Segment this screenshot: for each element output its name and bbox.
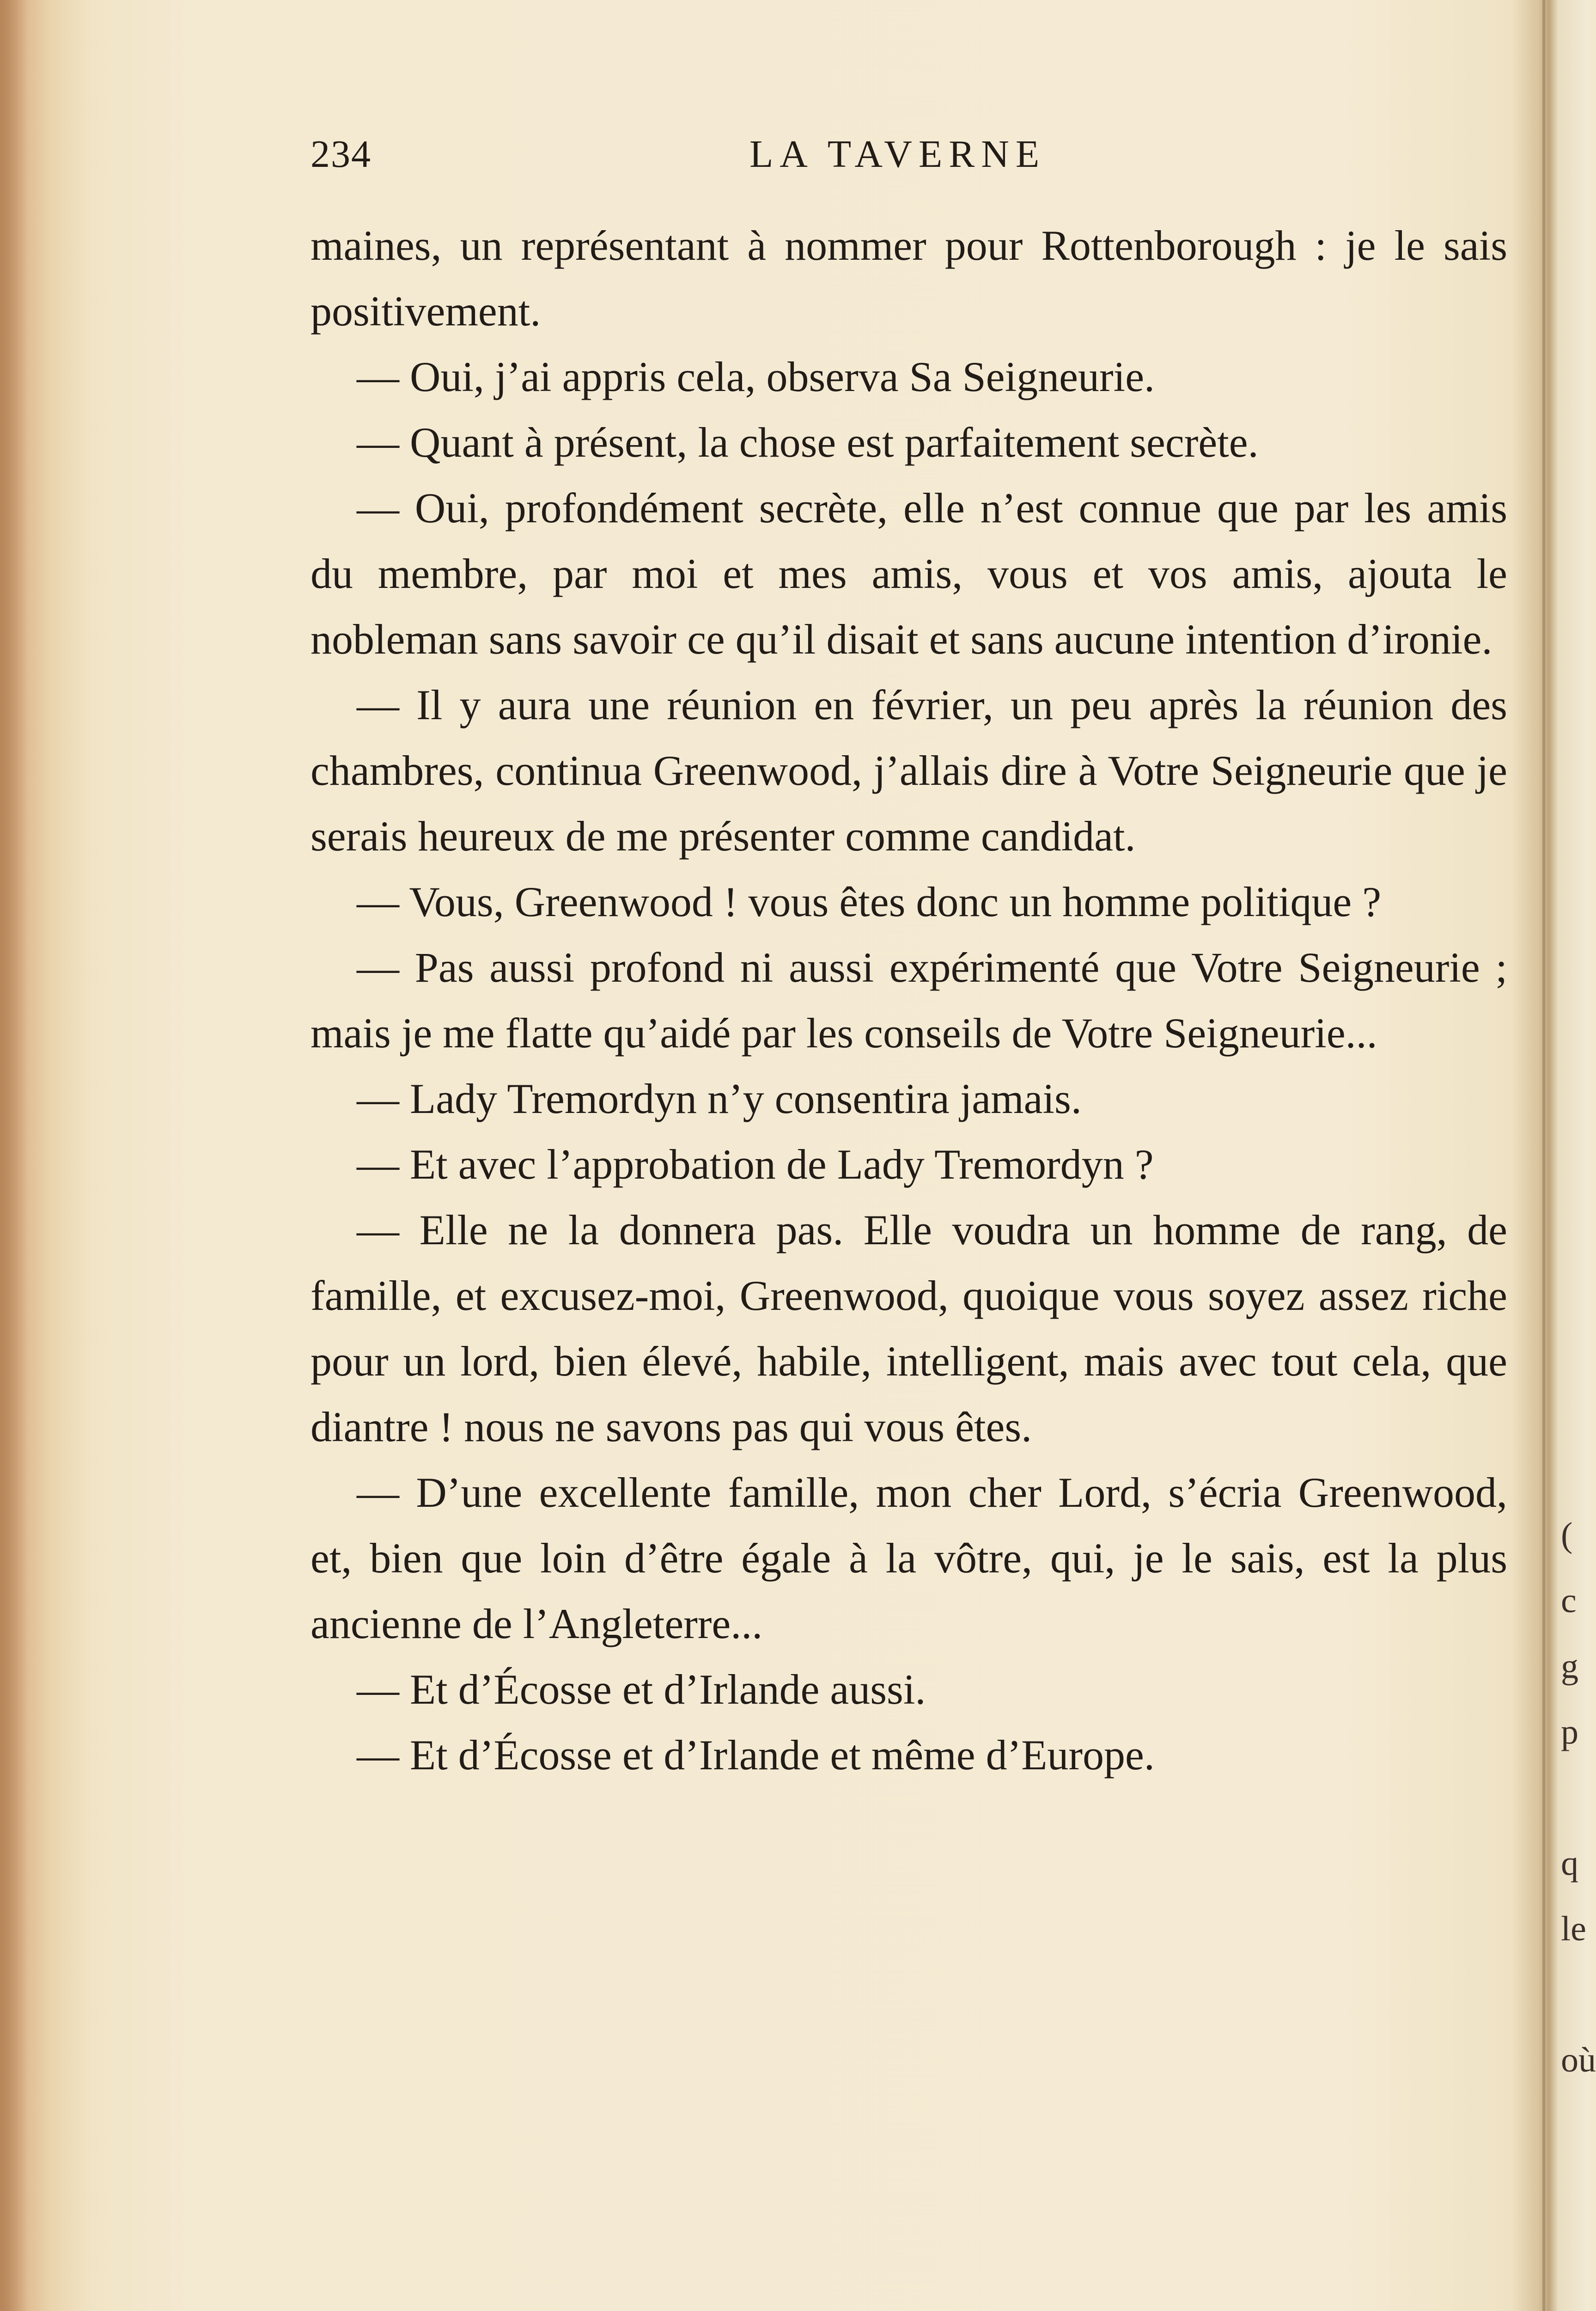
edge-fragment — [1561, 1962, 1590, 2027]
next-page-edge-text — [1561, 1502, 1596, 2093]
paragraph: — D’une excellente famille, mon cher Lord, s’écria Greenwood, et, bien que loin d’être égale à la vôtre, qui, je le sais, est la plus ancienne de l’Angleterre... — [311, 1469, 1507, 1647]
page-edge-left — [0, 0, 28, 2311]
edge-fragment: ( — [1561, 1516, 1573, 1554]
edge-fragment: le — [1561, 1909, 1586, 1948]
running-title: LA TAVERNE — [749, 133, 1046, 176]
edge-fragment — [1561, 1765, 1590, 1830]
paragraph: — Et d’Écosse et d’Irlande aussi. — [357, 1666, 926, 1713]
edge-fragment: q — [1561, 1844, 1578, 1883]
paragraph: — Et d’Écosse et d’Irlande et même d’Europe. — [357, 1731, 1155, 1779]
edge-fragment: où — [1561, 2041, 1596, 2079]
body-text — [311, 213, 1507, 1788]
paragraph: — Il y aura une réunion en février, un peu après la réunion des chambres, continua Greenwood, j’allais dire à Votre Seigneurie que je serais heureux de me présenter comme candidat. — [311, 681, 1507, 860]
page-number: 234 — [311, 133, 372, 176]
book-gutter — [1542, 0, 1545, 2311]
paragraph: — Oui, profondément secrète, elle n’est connue que par les amis du membre, par moi et mes amis, vous et vos amis, ajouta le nobleman sans savoir ce qu’il disait et sans aucune intention d’ironie. — [311, 484, 1507, 663]
edge-fragment: c — [1561, 1581, 1577, 1620]
paragraph: — Oui, j’ai appris cela, observa Sa Seigneurie. — [357, 353, 1155, 400]
page-header — [311, 132, 1507, 183]
paragraph: — Vous, Greenwood ! vous êtes donc un homme politique ? — [357, 878, 1382, 925]
paragraph: — Pas aussi profond ni aussi expérimenté que Votre Seigneurie ; mais je me flatte qu’aidé par les conseils de Votre Seigneurie... — [311, 944, 1507, 1057]
paragraph: — Quant à présent, la chose est parfaitement secrète. — [357, 419, 1259, 466]
paragraph: — Lady Tremordyn n’y consentira jamais. — [357, 1075, 1082, 1122]
edge-fragment: p — [1561, 1712, 1578, 1751]
paragraph: — Et avec l’approbation de Lady Tremordyn ? — [357, 1141, 1154, 1188]
paragraph: maines, un représentant à nommer pour Rottenborough : je le sais positivement. — [311, 222, 1507, 335]
paragraph: — Elle ne la donnera pas. Elle voudra un homme de rang, de famille, et excusez-moi, Greenwood, quoique vous soyez assez riche pour un lord, bien élevé, habile, intelligent, mais avec tout cela, que diantre ! nous ne savons pas qui vous êtes. — [311, 1206, 1507, 1450]
edge-fragment: g — [1561, 1647, 1578, 1686]
